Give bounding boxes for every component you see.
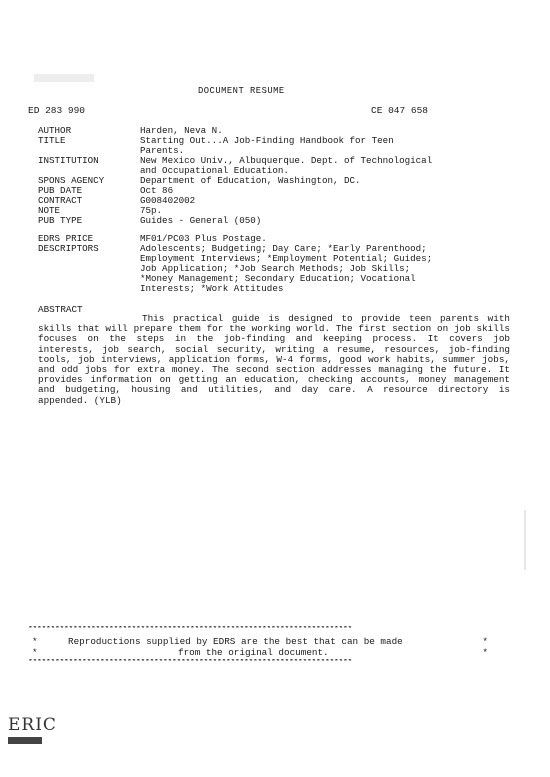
field-value: Starting Out...A Job-Finding Handbook for Teen Parents. <box>140 135 394 156</box>
scan-noise <box>524 510 526 570</box>
star-border-top: ************************************************************************ <box>28 626 353 634</box>
eric-logo-bar <box>8 737 42 744</box>
field-value: Guides - General (050) <box>140 215 262 226</box>
field-label: CONTRACT <box>38 195 83 206</box>
reproduction-line-1: Reproductions supplied by EDRS are the best that can be made <box>68 636 403 647</box>
field-descriptors <box>38 244 508 294</box>
abstract-heading: ABSTRACT <box>38 304 83 315</box>
ce-number: CE 047 658 <box>371 105 429 116</box>
field-label: AUTHOR <box>38 125 72 136</box>
field-institution <box>38 156 508 176</box>
field-note <box>38 206 508 216</box>
field-label: NOTE <box>38 205 61 216</box>
field-value: G008402002 <box>140 195 196 206</box>
star-left: * <box>32 647 38 658</box>
abstract-text: This practical guide is designed to provide teen parents with skills that will prepare them for the working world. The first section on job skills focuses on the steps in the job-finding and keeping process. It covers job interests, job search, social security, writing a resume, resources, job-finding tools, job interviews, application forms, W-4 forms, good work habits, summer jobs, and odd jobs for extra money. The second section addresses managing the future. It provides information on getting an education, checking accounts, money management and budgeting, housing and utilities, and day care. A resource directory is appended. (YLB) <box>38 313 510 406</box>
field-contract <box>38 196 508 206</box>
document-title: DOCUMENT RESUME <box>198 86 285 96</box>
field-value: 75p. <box>140 205 163 216</box>
field-value: Harden, Neva N. <box>140 125 223 136</box>
field-pub-type <box>38 216 508 226</box>
field-title <box>38 136 508 156</box>
field-label: SPONS AGENCY <box>38 175 105 186</box>
field-label: INSTITUTION <box>38 155 99 166</box>
star-right: * <box>482 636 488 647</box>
field-label: TITLE <box>38 135 66 146</box>
field-value: Adolescents; Budgeting; Day Care; *Early Parenthood; Employment Interviews; *Employment Potential; Guides; Job Application; *Job Search Methods; Job Skills; *Money Management; Secondary Education; Vocational Interests; *Work Attitudes <box>140 243 433 294</box>
field-label: DESCRIPTORS <box>38 243 99 254</box>
eric-logo <box>8 715 57 749</box>
metadata-fields <box>38 126 508 294</box>
field-label: PUB TYPE <box>38 215 83 226</box>
spacer <box>38 226 508 234</box>
field-label: EDRS PRICE <box>38 233 94 244</box>
star-right: * <box>482 647 488 658</box>
field-value: New Mexico Univ., Albuquerque. Dept. of Technological and Occupational Education. <box>140 155 433 176</box>
field-label: PUB DATE <box>38 185 83 196</box>
eric-logo-text: ERIC <box>8 715 57 735</box>
reproduction-line-2: from the original document. <box>178 647 329 658</box>
field-pub-date <box>38 186 508 196</box>
ed-number: ED 283 990 <box>28 105 86 116</box>
field-spons-agency <box>38 176 508 186</box>
scan-noise <box>34 74 94 82</box>
star-border-bottom: ************************************************************************ <box>28 659 353 667</box>
field-value: MF01/PC03 Plus Postage. <box>140 233 267 244</box>
field-value: Department of Education, Washington, DC. <box>140 175 361 186</box>
star-left: * <box>32 636 38 647</box>
field-value: Oct 86 <box>140 185 174 196</box>
